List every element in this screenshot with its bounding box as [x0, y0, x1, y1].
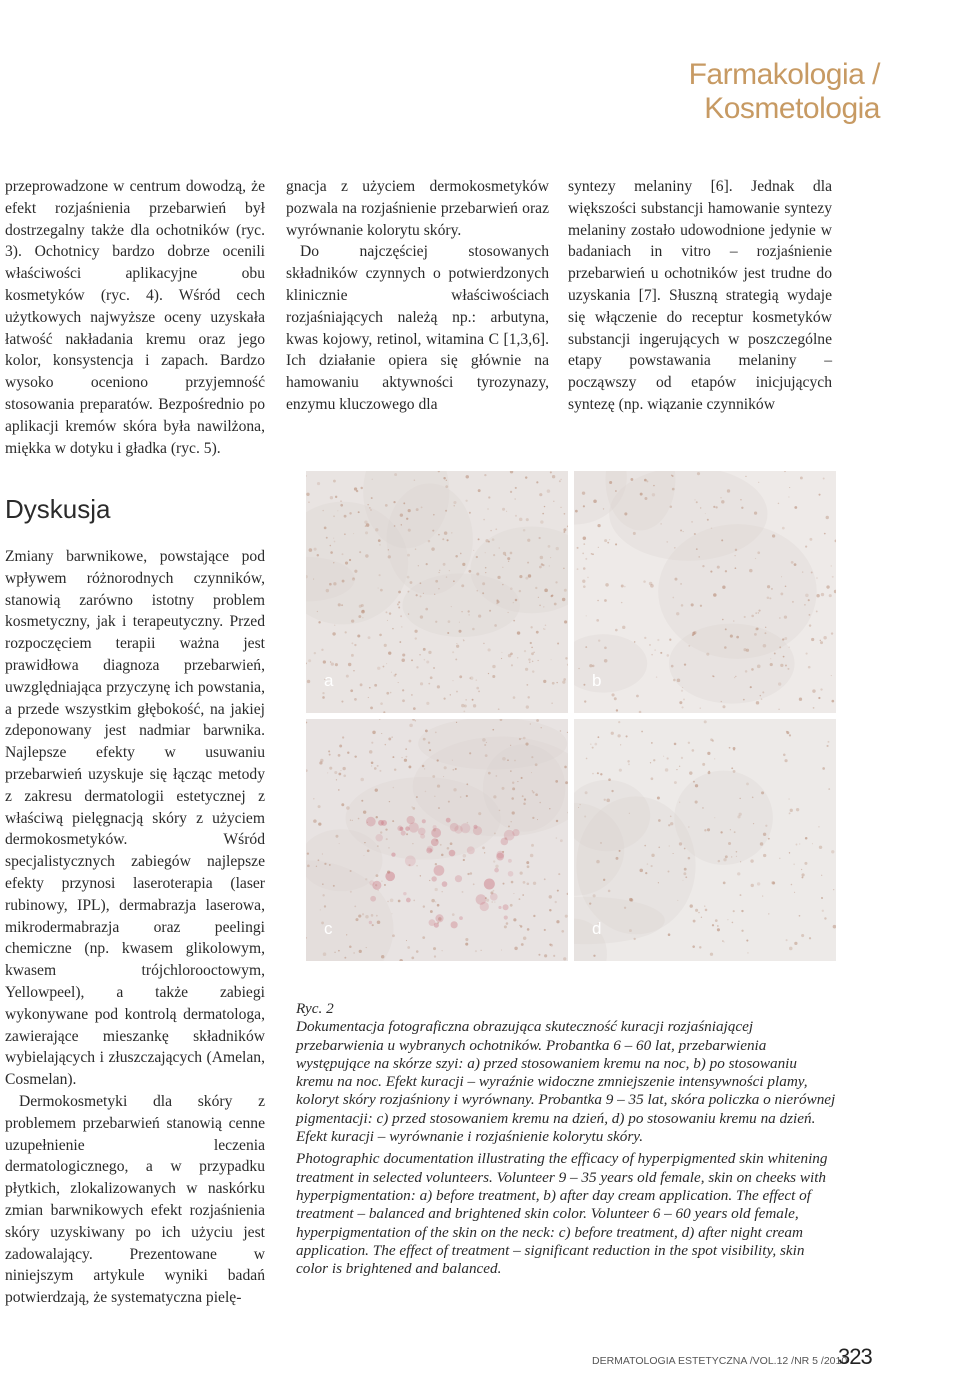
caption-title: Ryc. 2 — [296, 1000, 334, 1017]
paragraph: syntezy melaniny [6]. Jednak dla większości substancji hamowanie syntezy melaniny zostało udowodnione jedynie w badaniach in vitro – rozjaśnienie przebarwień u ochotników jest trudne do uzyskania [7]. Słuszną strategią wydaje się włączenie do receptur kosmetyków substancji ingerujących w poszczególne etapy powstawania melaniny – począwszy od etapów inicjujących syntezę (np. wiązanie czynników — [568, 178, 832, 413]
column-2 — [286, 176, 549, 416]
section-header: Farmakologia / Kosmetologia — [688, 58, 880, 125]
journal-footer: DERMATOLOGIA ESTETYCZNA /VOL.12 /NR 5 /2010 — [592, 1355, 848, 1367]
panel-label: c — [324, 919, 333, 938]
section-heading-discussion: Dyskusja — [5, 494, 111, 524]
column-1-top — [5, 176, 265, 459]
paragraph: Zmiany barwnikowe, powstające pod wpływem różnorodnych czynników, stanowią zarówno istotny problem kosmetyczny, jak i terapeutyczny. Przed rozpoczęciem terapii ważna jest prawidłowa diagnoza przebarwień, uwzględniająca przyczynę ich powstania, a przede wszystkim głębokość, na jakiej zdeponowany jest nadmiar barwnika. Najlepsze efekty w usuwaniu przebarwień uzyskuje się łącząc metody z zakresu dermatologii estetycznej z właściwą pielęgnacją skóry z użyciem dermokosmetyków. Wśród specjalistycznych zabiegów najlepsze efekty przynosi laseroterapia (laser rubinowy, IPL), dermabrazja laserowa, mikrodermabrazja oraz peelingi chemiczne (np. kwasem glikolowym, kwasem trójchlorooctowym, Yellowpeel), a także zabiegi wykonywane pod kontrolą dermatologa, zawierające mieszankę składników wybielających i złuszczających (Amelan, Cosmelan). — [5, 548, 265, 1089]
panel-label: d — [592, 919, 602, 938]
column-1-discussion — [5, 546, 265, 1309]
skin-photo-image — [574, 471, 836, 713]
panel-label: b — [592, 671, 602, 690]
paragraph: Do najczęściej stosowanych składników czynnych o potwierdzonych klinicznie właściwościach rozjaśniających należą np.: arbutyna, kwas kojowy, retinol, witamina C [1,3,6]. Ich działanie opiera się głównie na hamowaniu aktywności tyrozynazy, enzymu kluczowego dla — [286, 243, 549, 413]
caption-english: Photographic documentation illustrating the efficacy of hyperpigmented skin whitening treatment in selected volunteers. Volunteer 9 – 35 years old female, skin on cheeks with hyperpigmentation: a) before treatment, b) after day cream application. The effect of treatment – balanced and brightened skin color. Volunteer 6 – 60 years old female, hyperpigmentation of the skin on the neck: c) before treatment, d) after night cream application. The effect of treatment – significant reduction in the spot visibility, skin color is brightened and balanced. — [296, 1150, 828, 1278]
skin-photo-panel-b — [574, 471, 836, 713]
paragraph: gnacja z użyciem dermokosmetyków pozwala na rozjaśnienie przebarwień oraz wyrównanie kolorytu skóry. — [286, 178, 549, 239]
panel-label: a — [324, 671, 334, 690]
figure-caption — [296, 1000, 836, 1278]
paragraph: przeprowadzone w centrum dowodzą, że efekt rozjaśnienia przebarwień był dostrzegalny także dla ochotników (ryc. 3). Ochotnicy bardzo dobrze ocenili właściwości aplikacyjne obu kosmetyków (ryc. 4). Wśród cech użytkowych najwyższe oceny uzyskała łatwość nakładania kremu oraz jego kolor, konsystencja i zapach. Bardzo wysoko oceniono przyjemność stosowania preparatów. Bezpośrednio po aplikacji kremów skóra była nawilżona, miękka w dotyku i gładka (ryc. 5). — [5, 178, 265, 457]
caption-polish: Dokumentacja fotograficzna obrazująca skuteczność kuracji rozjaśniającej przebarwienia u wybranych ochotników. Probantka 6 – 60 lat, przebarwienia występujące na skórze szyi: a) przed stosowaniem kremu na noc, b) po stosowaniu kremu na noc. Efekt kuracji – wyraźnie widoczne zmniejszenie intensywności plamy, koloryt skóry rozjaśniony i wyrównany. Probantka 9 – 35 lat, skóra policzka o nierównej pigmentacji: c) przed stosowaniem kremu na dzień, d) po stosowaniu kremu na dzień. Efekt kuracji – wyrównanie i rozjaśnienie kolorytu skóry. — [296, 1018, 836, 1146]
paragraph: Dermokosmetyki dla skóry z problemem przebarwień stanowią cenne uzupełnienie leczenia dermatologicznego, a w przypadku płytkich, zlokalizowanych w naskórku zmian barwnikowych efekt rozjaśnienia skóry uzyskiwany po ich użyciu jest zadowalający. Prezentowane w niniejszym artykule wyniki badań potwierdzają, że systematyczna pielę- — [5, 1092, 265, 1307]
skin-photo-image — [306, 471, 568, 713]
skin-photo-image — [574, 719, 836, 961]
skin-photo-panel-d — [574, 719, 836, 961]
figure-skin-photos — [306, 471, 838, 961]
page-number: 323 — [838, 1344, 872, 1369]
skin-photo-panel-a — [306, 471, 568, 713]
skin-photo-panel-c — [306, 719, 568, 961]
column-3 — [568, 176, 832, 416]
skin-photo-image — [306, 719, 568, 961]
